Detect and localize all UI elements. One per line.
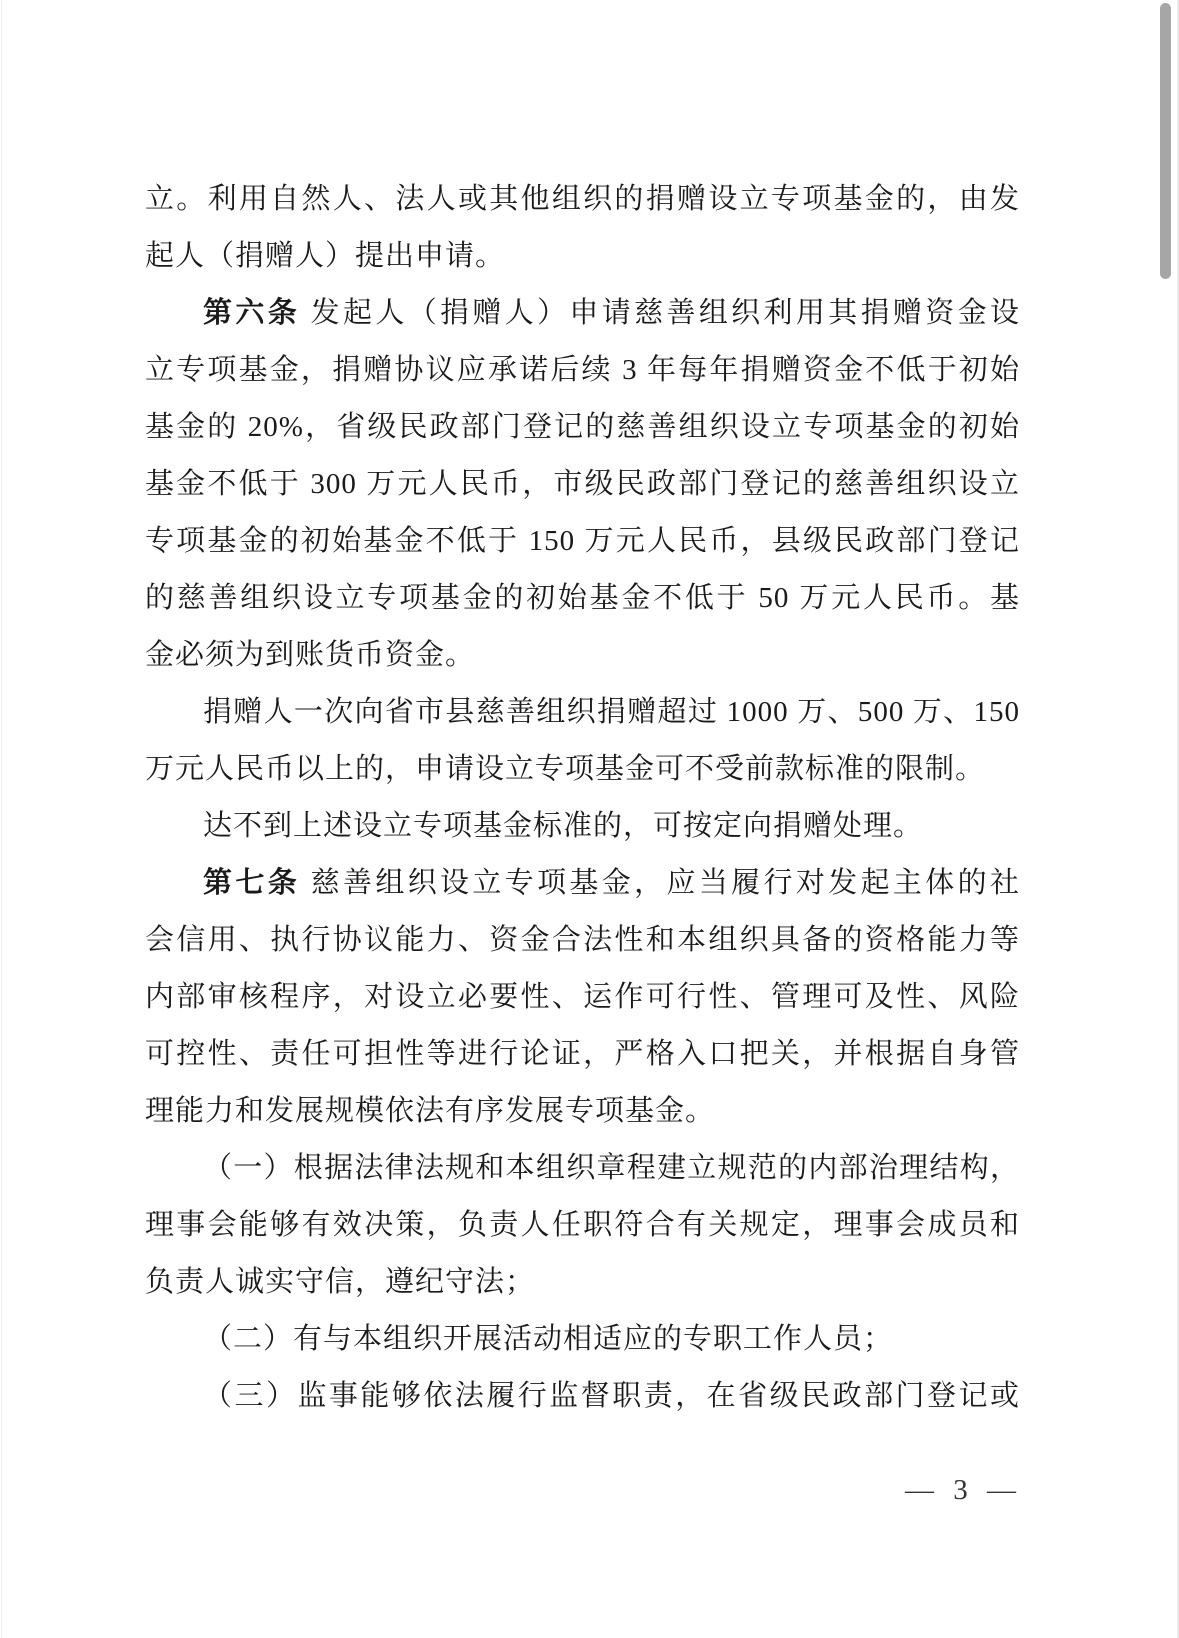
document-line [145,342,1020,399]
article-number-label: 第七条 [203,867,301,899]
document-text: 达不到上述设立专项基金标准的，可按定向捐赠处理。 [203,810,924,842]
document-text: 金必须为到账货币资金。 [145,639,476,671]
document-text: 捐赠人一次向省市县慈善组织捐赠超过 1000 万、500 万、150 [203,696,1020,728]
document-line [145,456,1020,513]
document-text: 负责人诚实守信，遵纪守法； [145,1266,536,1298]
document-line [145,1083,1020,1140]
document-text: 理能力和发展规模依法有序发展专项基金。 [145,1095,716,1127]
document-line [145,684,1020,741]
document-line [145,228,1020,285]
document-text: 专项基金的初始基金不低于 150 万元人民币，县级民政部门登记 [145,525,1020,557]
document-text: 起人（捐赠人）提出申请。 [145,240,506,272]
document-line [145,570,1020,627]
document-text: 的慈善组织设立专项基金的初始基金不低于 50 万元人民币。基 [145,582,1020,614]
document-text: 发起人（捐赠人）申请慈善组织利用其捐赠资金设 [300,297,1020,329]
document-line [145,1368,1020,1425]
document-line [145,1311,1020,1368]
document-line [145,513,1020,570]
document-text: 基金的 20%，省级民政部门登记的慈善组织设立专项基金的初始 [145,411,1020,443]
document-text: 立。利用自然人、法人或其他组织的捐赠设立专项基金的，由发 [145,183,1020,215]
document-line [145,798,1020,855]
document-body [145,171,1020,1425]
document-text: 立专项基金，捐赠协议应承诺后续 3 年每年捐赠资金不低于初始 [145,354,1020,386]
document-text: （一）根据法律法规和本组织章程建立规范的内部治理结构， [203,1152,1020,1184]
scrollbar-thumb[interactable] [1160,3,1171,279]
document-line [145,855,1020,912]
document-line [145,912,1020,969]
document-text: （三）监事能够依法履行监督职责，在省级民政部门登记或 [203,1380,1020,1412]
viewport-left-edge [1,0,2,1638]
document-text: 万元人民币以上的，申请设立专项基金可不受前款标准的限制。 [145,753,986,785]
document-line [145,627,1020,684]
document-line [145,399,1020,456]
document-text: 会信用、执行协议能力、资金合法性和本组织具备的资格能力等 [145,924,1020,956]
document-text: 慈善组织设立专项基金，应当履行对发起主体的社 [300,867,1020,899]
scrollbar-track[interactable] [1171,0,1179,1638]
page-number: — 3 — [905,1474,1018,1506]
document-line [145,285,1020,342]
document-line [145,1254,1020,1311]
document-text: （二）有与本组织开展活动相适应的专职工作人员； [203,1323,894,1355]
document-line [145,171,1020,228]
document-text: 内部审核程序，对设立必要性、运作可行性、管理可及性、风险 [145,981,1020,1013]
document-line [145,1140,1020,1197]
article-number-label: 第六条 [203,297,301,329]
document-line [145,1026,1020,1083]
document-text: 可控性、责任可担性等进行论证，严格入口把关，并根据自身管 [145,1038,1020,1070]
document-text: 基金不低于 300 万元人民币，市级民政部门登记的慈善组织设立 [145,468,1020,500]
document-line [145,969,1020,1026]
document-line [145,1197,1020,1254]
document-line [145,741,1020,798]
document-text: 理事会能够有效决策，负责人任职符合有关规定，理事会成员和 [145,1209,1020,1241]
